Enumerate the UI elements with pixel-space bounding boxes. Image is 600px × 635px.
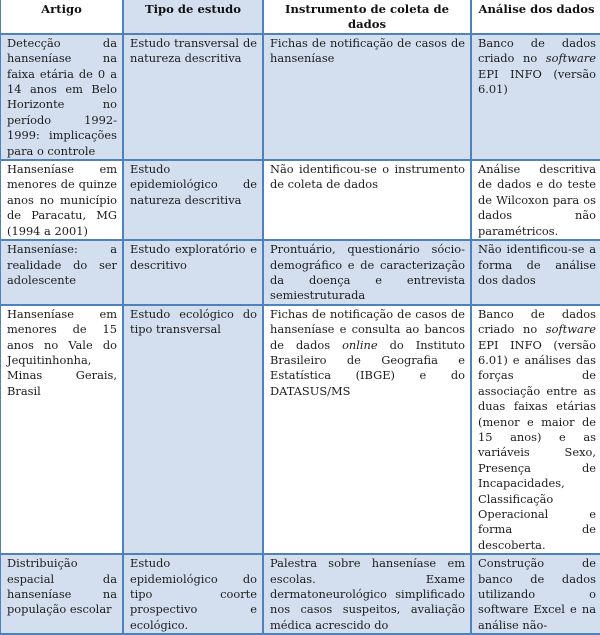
analise-text: Banco de dados criado no software EPI INFO (versão 6.01) e análises das forças de associação entre as duas faixas etárias (menor e maior de 15 anos) e as variáveis Sexo, Presença de Incapacidades, Classificação Operacional e forma de descoberta. [478, 306, 596, 552]
instrumento-text: Fichas de notificação de casos de hanseníase e consulta ao bancos de dados online do Instituto Brasileiro de Geografia e Estatística (IBGE) e do DATASUS/MS [270, 306, 465, 398]
table-row [0, 554, 600, 634]
cell-analise [471, 554, 600, 634]
instrumento-text: Não identificou-se o instrumento de coleta de dados [270, 162, 465, 192]
cell-instrumento [263, 240, 471, 305]
cell-analise [471, 160, 600, 240]
instrumento-text: Prontuário, questionário sócio-demográfico e de caracterização da doença e entrevista semiestruturada [270, 242, 465, 303]
table-row [0, 240, 600, 305]
italic-term: online [342, 337, 378, 352]
table-row [0, 305, 600, 555]
artigo-text: Hanseníase: a realidade do ser adolescente [7, 242, 117, 287]
italic-term: software [545, 51, 596, 66]
artigo-text: Hanseníase em menores de quinze anos no município de Paracatu, MG (1994 a 2001) [7, 162, 117, 238]
cell-tipo [123, 554, 263, 634]
analise-text: Banco de dados criado no software EPI INFO (versão 6.01) [478, 35, 596, 97]
cell-artigo [0, 34, 123, 160]
cell-tipo [123, 160, 263, 240]
instrumento-text: Fichas de notificação de casos de hanseníase [270, 35, 465, 66]
table-row [0, 160, 600, 240]
table-header-row [0, 0, 600, 34]
cell-instrumento [263, 554, 471, 634]
header-tipo-de-estudo: Tipo de estudo [123, 0, 263, 34]
cell-instrumento [263, 34, 471, 160]
analise-text: Análise descritiva de dados e do teste de Wilcoxon para os dados não paramétricos. [478, 162, 596, 238]
cell-artigo [0, 240, 123, 305]
artigo-text: Hanseníase em menores de 15 anos no Vale do Jequitinhonha, Minas Gerais, Brasil [7, 306, 117, 398]
cell-artigo [0, 305, 123, 555]
header-artigo: Artigo [0, 0, 123, 34]
artigo-text: Detecção da hanseníase na faixa etária de 0 a 14 anos em Belo Horizonte no período 1992-1999: implicações para o controle [7, 35, 117, 158]
cell-artigo [0, 554, 123, 634]
header-instrumento: Instrumento de coleta de dados [263, 0, 471, 34]
artigo-text: Distribuição espacial da hanseníase na população escolar [7, 556, 117, 617]
table-row [0, 34, 600, 160]
cell-tipo [123, 305, 263, 555]
instrumento-text: Palestra sobre hanseníase em escolas. Exame dermatoneurológico simplificado nos casos suspeitos, avaliação médica acrescido do [270, 556, 465, 632]
cell-instrumento [263, 305, 471, 555]
cell-artigo [0, 160, 123, 240]
tipo-text: Estudo epidemiológico do tipo coorte prospectivo e ecológico. [130, 556, 257, 632]
header-analise: Análise dos dados [471, 0, 600, 34]
tipo-text: Estudo epidemiológico de natureza descritiva [130, 162, 257, 207]
cell-analise [471, 305, 600, 555]
tipo-text: Estudo transversal de natureza descritiva [130, 35, 257, 66]
cell-tipo [123, 34, 263, 160]
cell-instrumento [263, 160, 471, 240]
analise-text: Construção de banco de dados utilizando o software Excel e na análise não- [478, 556, 596, 632]
tipo-text: Estudo exploratório e descritivo [130, 242, 257, 272]
cell-tipo [123, 240, 263, 305]
italic-term: software [545, 322, 596, 337]
tipo-text: Estudo ecológico do tipo transversal [130, 306, 257, 337]
cell-analise [471, 240, 600, 305]
analise-text: Não identificou-se a forma de análise dos dados [478, 242, 596, 287]
cell-analise [471, 34, 600, 160]
